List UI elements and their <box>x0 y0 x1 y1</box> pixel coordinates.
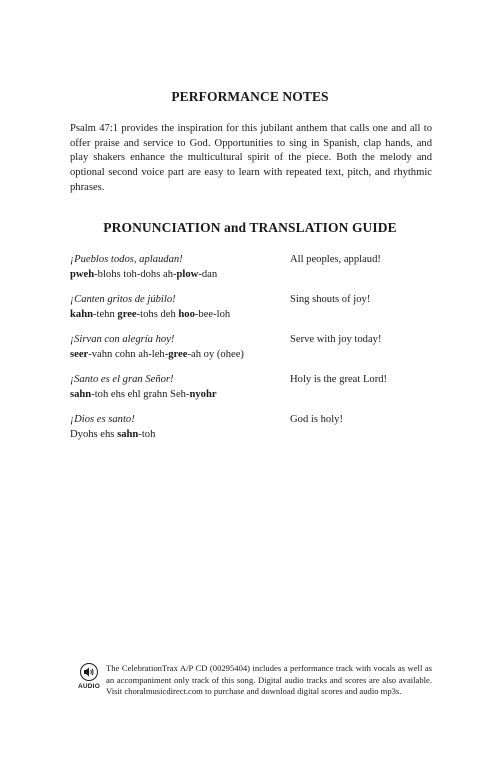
guide-entry-source <box>70 253 280 282</box>
spanish-lyric: ¡Sirvan con alegría hoy! <box>70 334 175 345</box>
guide-entry-source <box>70 373 280 402</box>
stressed-syllable: sahn <box>117 428 139 440</box>
stressed-syllable: gree <box>168 348 188 360</box>
phonetic-pronunciation <box>70 428 280 443</box>
stressed-syllable: seer <box>70 348 89 360</box>
performance-notes-body: Psalm 47:1 provides the inspiration for this jubilant anthem that calls one and all to offer praise and service to God. Opportunities to sing in Spanish, clap hands, and play shakers enhance the multicultural spirit of the piece. Both the melody and optional second voice part are easy to learn with repeated text, pitch, and rhythmic phrases. <box>70 123 432 193</box>
pronunciation-guide-title: PRONUNCIATION and TRANSLATION GUIDE <box>103 220 397 235</box>
spanish-lyric: ¡Dios es santo! <box>70 414 135 425</box>
stressed-syllable: plow <box>176 268 199 280</box>
audio-label: AUDIO <box>78 683 100 690</box>
stressed-syllable: pweh <box>70 268 95 280</box>
phonetic-pronunciation <box>70 348 280 363</box>
stressed-syllable: sahn <box>70 388 92 400</box>
stressed-syllable: gree <box>117 308 137 320</box>
syllable-text: -toh ehs ehl grahn Seh- <box>91 388 190 400</box>
audio-note-text: The CelebrationTrax A/P CD (00295404) includes a performance track with vocals as well as an accompaniment only track of this song. Digital audio tracks and scores are also available. Visit choralmusicdirect.com to purchase and download digital scores and audio mp3s. <box>106 663 432 697</box>
stressed-syllable: nyohr <box>189 388 217 400</box>
syllable-text: -bee-loh <box>194 308 231 320</box>
english-translation: God is holy! <box>290 414 343 425</box>
stressed-syllable: kahn <box>70 308 93 320</box>
guide-entry-source <box>70 333 280 362</box>
english-translation: Holy is the great Lord! <box>290 374 388 385</box>
english-translation: Sing shouts of joy! <box>290 294 371 305</box>
phonetic-pronunciation <box>70 308 280 323</box>
english-translation: Serve with joy today! <box>290 334 382 345</box>
audio-cd-icon <box>78 663 104 690</box>
syllable-text: -tehn <box>92 308 118 320</box>
guide-entry-source <box>70 293 280 322</box>
performance-notes-title: PERFORMANCE NOTES <box>171 89 329 104</box>
phonetic-pronunciation <box>70 268 280 283</box>
syllable-text: -tohs deh <box>136 308 179 320</box>
syllable-text: -dan <box>198 268 218 280</box>
syllable-text: Dyohs ehs <box>70 428 118 440</box>
stressed-syllable: hoo <box>178 308 195 320</box>
phonetic-pronunciation <box>70 388 280 403</box>
spanish-lyric: ¡Pueblos todos, aplaudan! <box>70 254 183 265</box>
spanish-lyric: ¡Santo es el gran Señor! <box>70 374 174 385</box>
spanish-lyric: ¡Canten gritos de júbilo! <box>70 294 176 305</box>
syllable-text: -vahn cohn ah-leh- <box>88 348 169 360</box>
syllable-text: -ah oy (ohee) <box>187 348 244 360</box>
english-translation: All peoples, applaud! <box>290 254 381 265</box>
syllable-text: -blohs toh-dohs ah- <box>94 268 177 280</box>
guide-entry-source <box>70 413 280 442</box>
syllable-text: -toh <box>138 428 156 440</box>
